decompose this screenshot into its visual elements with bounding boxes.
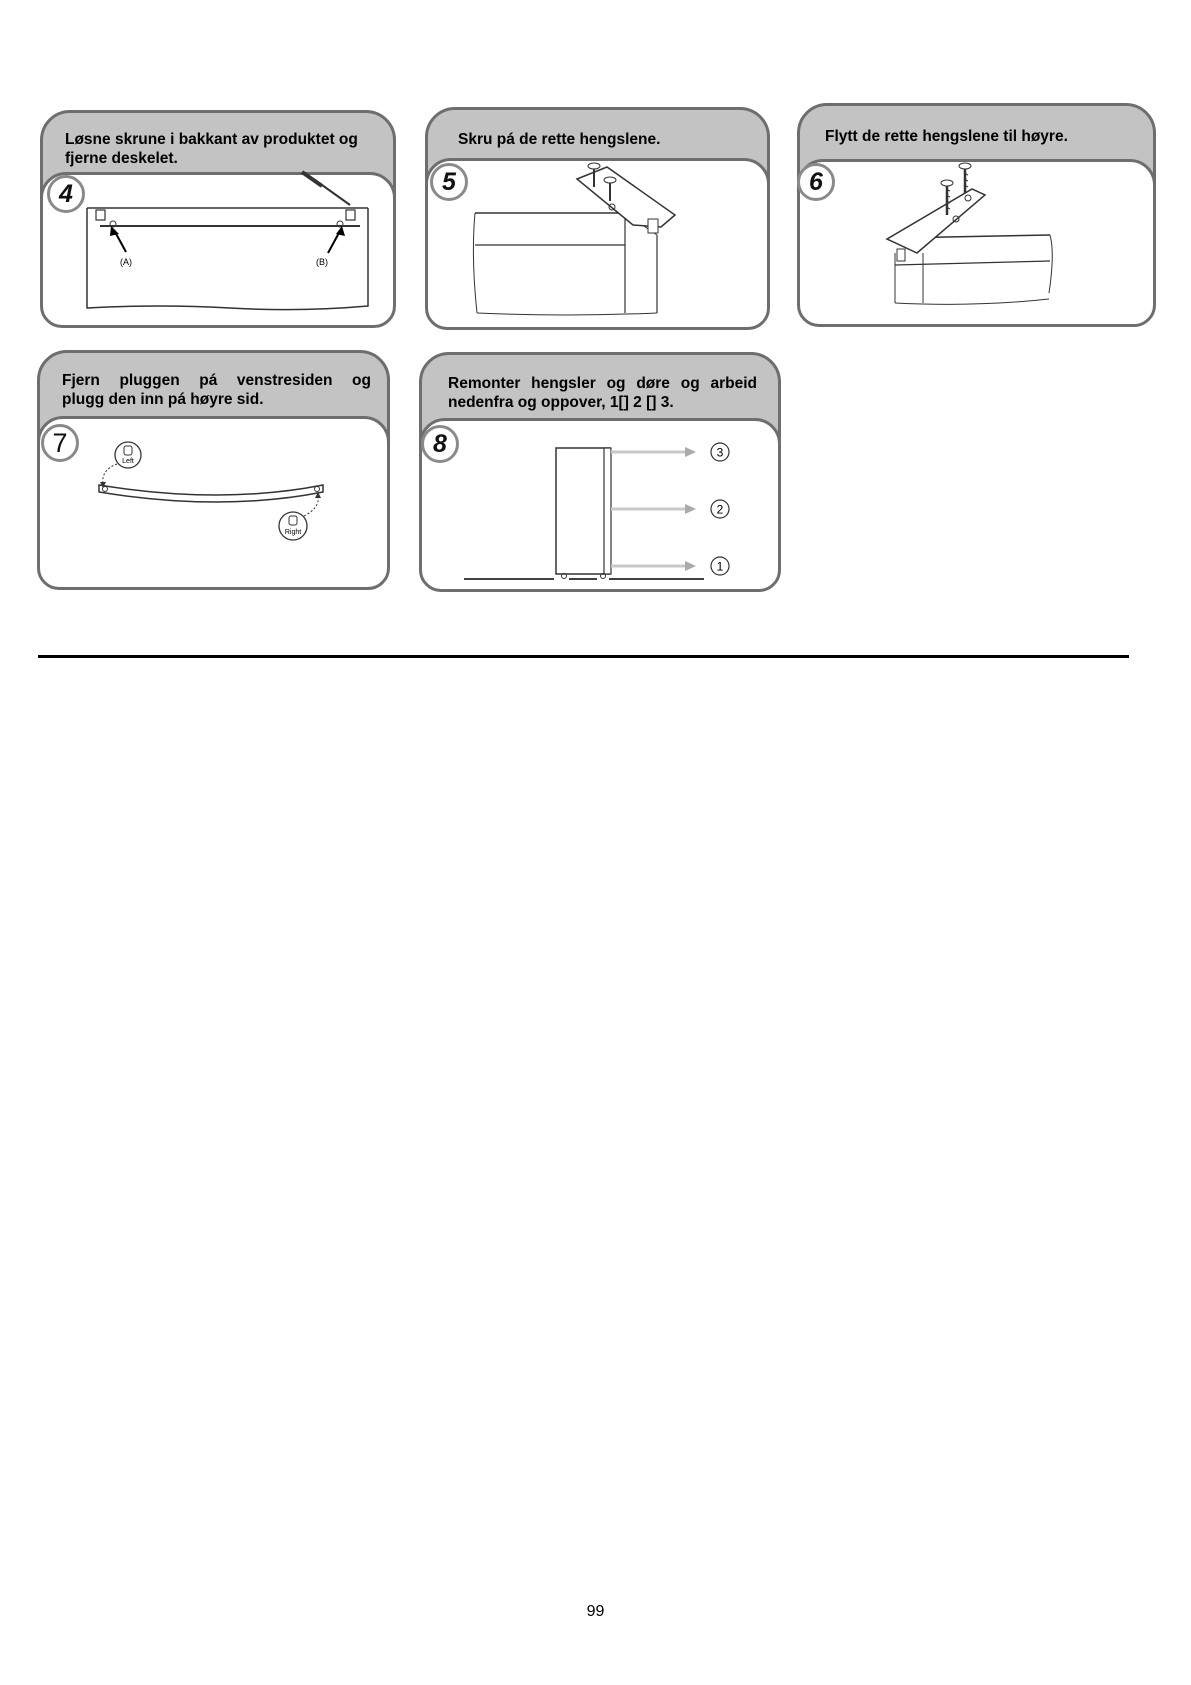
step-7-number-badge: 7 xyxy=(41,424,79,462)
step-7-caption-line1: Fjern pluggen pá venstresiden og xyxy=(62,372,371,389)
step-7-illustration xyxy=(37,350,390,590)
step-8-illustration xyxy=(419,352,781,592)
step-8-caption-line1: Remonter hengsler og døre og arbeid xyxy=(448,375,757,392)
section-divider xyxy=(38,655,1129,658)
step-6-illustration xyxy=(797,103,1156,327)
step-6-card xyxy=(797,103,1156,327)
step-8-card xyxy=(419,352,781,592)
step-4-label-b: (B) xyxy=(316,257,328,267)
step-7-label-left: Left xyxy=(122,458,134,465)
step-7-card xyxy=(37,350,390,590)
step-8-marker-2: 2 xyxy=(716,502,724,517)
page-number: 99 xyxy=(586,1603,605,1620)
step-5-card xyxy=(425,107,770,330)
step-6-caption-line1: Flytt de rette hengslene til høyre. xyxy=(825,128,1068,145)
step-4-caption-line2: fjerne deskelet. xyxy=(65,150,178,167)
step-6-number-badge: 6 xyxy=(797,163,835,201)
step-4-caption-line1: Løsne skrune i bakkant av produktet og xyxy=(65,131,358,148)
step-4-number-badge: 4 xyxy=(47,175,85,213)
step-8-marker-3: 3 xyxy=(716,445,724,460)
step-4-card xyxy=(40,110,396,328)
step-4-illustration xyxy=(40,110,396,328)
step-5-number-badge: 5 xyxy=(430,163,468,201)
step-8-number-badge: 8 xyxy=(421,425,459,463)
step-8-caption-line2: nedenfra og oppover, 1[] 2 [] 3. xyxy=(448,394,674,411)
step-4-label-a: (A) xyxy=(120,257,132,267)
step-7-caption-line2: plugg den inn pá høyre sid. xyxy=(62,391,264,408)
step-7-label-right: Right xyxy=(284,529,302,536)
step-5-illustration xyxy=(425,107,770,330)
step-8-marker-1: 1 xyxy=(716,559,724,574)
step-5-caption-line1: Skru pá de rette hengslene. xyxy=(458,131,661,148)
